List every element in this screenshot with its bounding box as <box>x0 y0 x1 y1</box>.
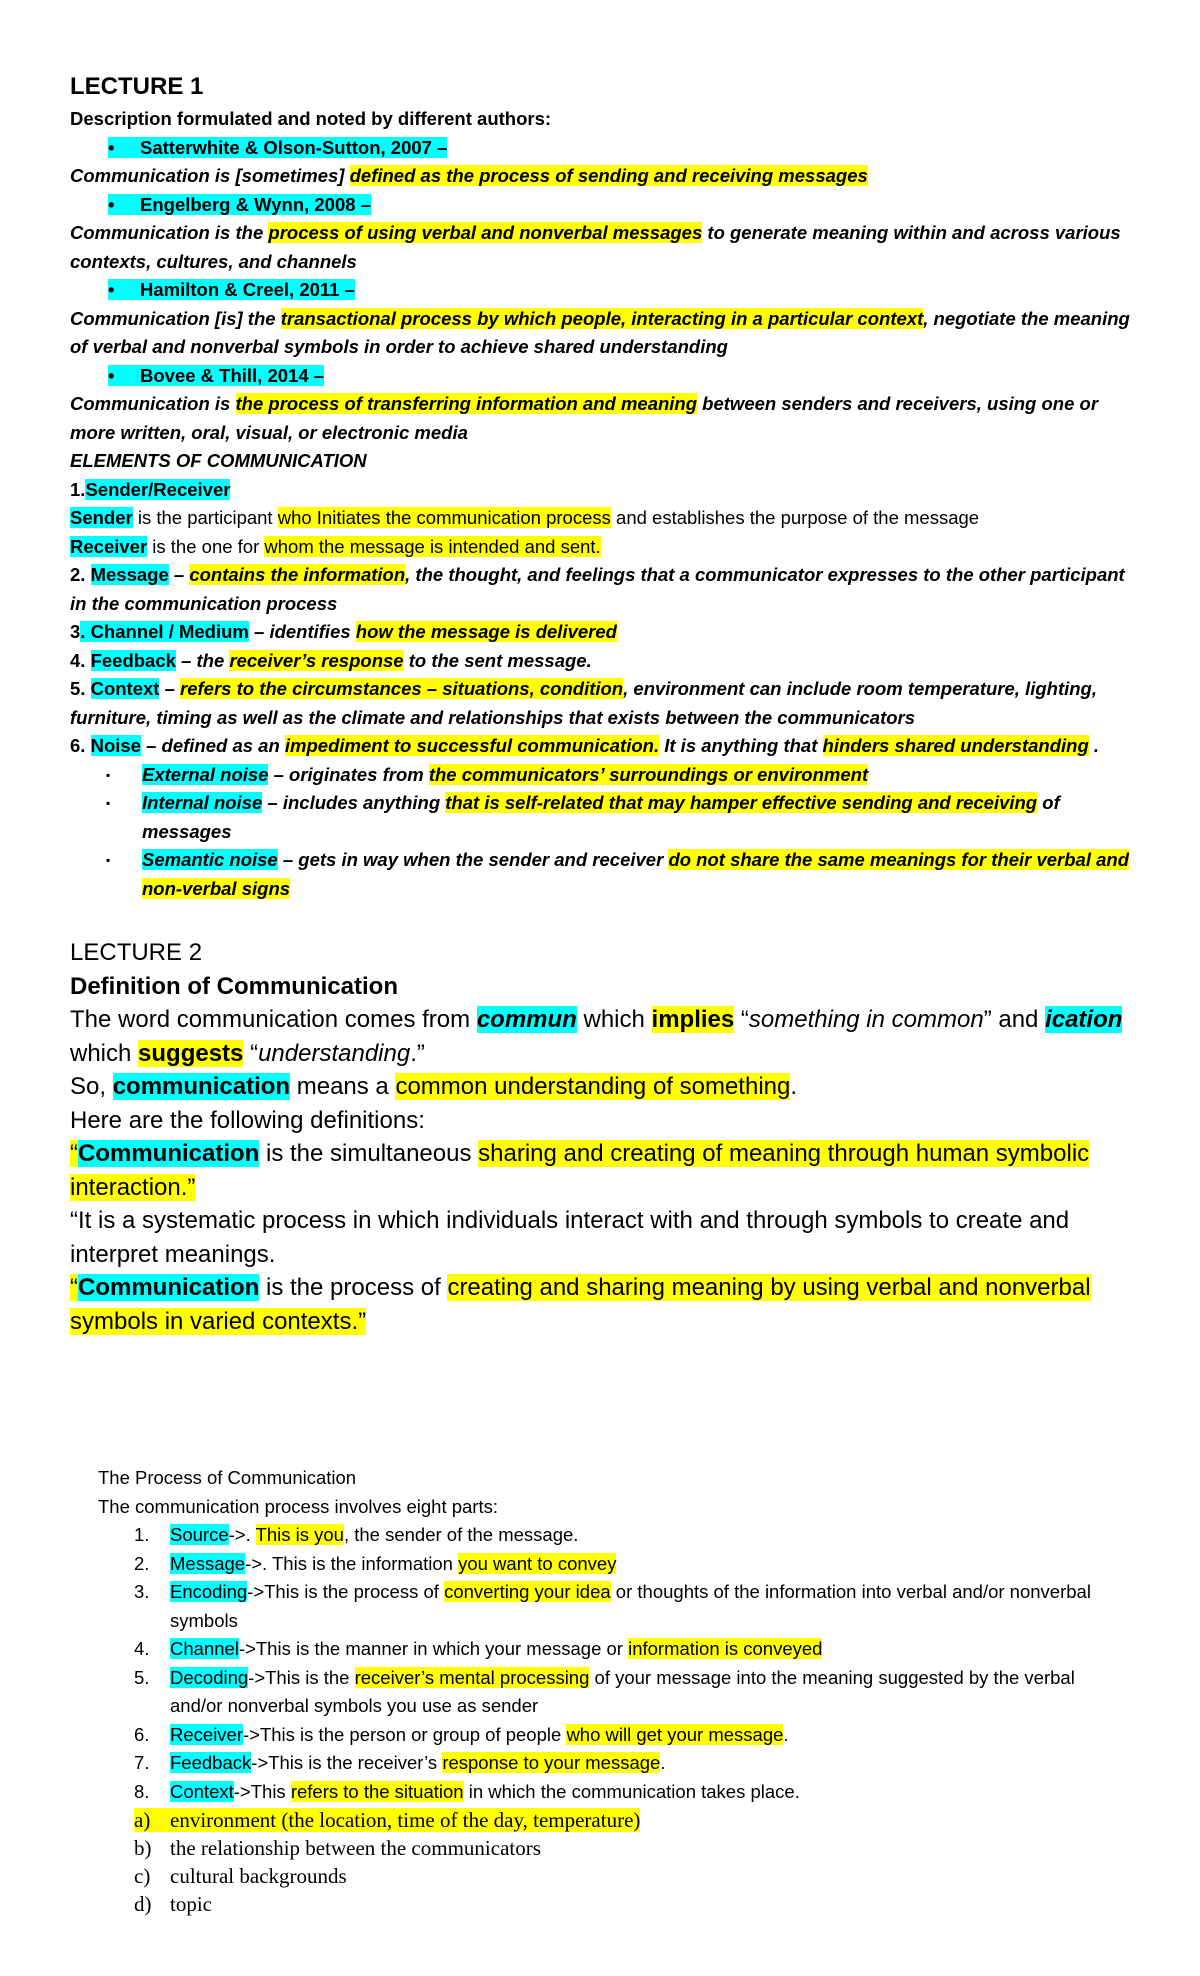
list-item: a) environment (the location, time of the day, temperature) <box>134 1808 641 1832</box>
context-sub-list <box>98 1806 1128 1918</box>
process-intro: The communication process involves eight parts: <box>98 1495 498 1517</box>
author-definition: Communication is [sometimes] defined as the process of sending and receiving messages <box>70 165 868 186</box>
square-bullet-icon: ▪ <box>106 853 111 867</box>
document-page <box>70 70 1140 1916</box>
author-bullet: • Engelberg & Wynn, 2008 – <box>70 191 1140 220</box>
definition-1: “Communication is the simultaneous sharing and creating of meaning through human symbolic interaction.” <box>70 1140 1090 1201</box>
author-definition: Communication [is] the transactional process by which people, interacting in a particular context, negotiate the meaning of verbal and nonverbal symbols in order to achieve shared understanding <box>70 307 1130 357</box>
lecture-2-title: LECTURE 2 <box>70 939 203 966</box>
definition-3: “Communication is the process of creating and sharing meaning by using verbal and nonverbal symbols in varied contexts.” <box>70 1274 1091 1335</box>
process-title: The Process of Communication <box>98 1467 357 1488</box>
process-section <box>98 1464 1128 1918</box>
definition-2: “It is a systematic process in which individuals interact with and through symbols to create and interpret meanings. <box>70 1207 1070 1268</box>
author-definition: Communication is the process of transferring information and meaning between senders and receivers, using one or more written, oral, visual, or electronic media <box>70 393 1099 443</box>
bullet-icon: • <box>108 279 115 300</box>
author-definition: Communication is the process of using verbal and nonverbal messages to generate meaning within and across various contexts, cultures, and channels <box>70 222 1121 272</box>
bullet-icon: • <box>108 364 115 386</box>
list-item: 5. Decoding->This is the receiver’s mental processing of your message into the meaning suggested by the verbal and/or nonverbal symbols you use as sender <box>134 1666 1075 1716</box>
process-parts-list <box>98 1521 1128 1806</box>
receiver-definition: Receiver is the one for whom the message is intended and sent. <box>70 535 601 557</box>
list-item: 2. Message->. This is the information you want to convey <box>134 1552 617 1574</box>
element-sender-receiver: 1.Sender/Receiver <box>70 478 231 500</box>
list-item: b) the relationship between the communicators <box>134 1836 541 1860</box>
list-item: d) topic <box>134 1892 212 1916</box>
lecture-1-intro: Description formulated and noted by different authors: <box>70 108 552 129</box>
definitions-intro: Here are the following definitions: <box>70 1106 425 1134</box>
author-bullet: • Hamilton & Creel, 2011 – <box>70 276 1140 305</box>
list-item: 3. Encoding->This is the process of converting your idea or thoughts of the information into verbal and/or nonverbal symbols <box>134 1581 1091 1631</box>
lecture-1-section <box>70 70 1140 903</box>
noise-type-item: ▪ Semantic noise – gets in way when the sender and receiver do not share the same meanings for their verbal and non-verbal signs <box>70 846 1140 903</box>
etymology-paragraph: The word communication comes from commun which implies “something in common” and ication which suggests “understanding.” <box>70 1006 1123 1067</box>
elements-heading: ELEMENTS OF COMMUNICATION <box>70 450 367 471</box>
element-message: 2. Message – contains the information, the thought, and feelings that a communicator expresses to the other participant in the communication process <box>70 564 1125 614</box>
author-bullet: • Bovee & Thill, 2014 – <box>70 362 1140 391</box>
meaning-paragraph: So, communication means a common understanding of something. <box>70 1073 798 1100</box>
bullet-icon: • <box>108 136 115 158</box>
element-feedback: 4. Feedback – the receiver’s response to the sent message. <box>70 649 592 671</box>
square-bullet-icon: ▪ <box>106 767 111 782</box>
noise-type-item: ▪ Internal noise – includes anything that is self-related that may hamper effective sending and receiving of messages <box>70 789 1140 846</box>
list-item: 4. Channel->This is the manner in which your message or information is conveyed <box>134 1638 823 1659</box>
noise-type-item: ▪ External noise – originates from the communicators’ surroundings or environment <box>70 761 1140 790</box>
square-bullet-icon: ▪ <box>106 796 111 810</box>
list-item: 1. Source->. This is you, the sender of the message. <box>134 1524 579 1545</box>
element-channel: 3. Channel / Medium – identifies how the message is delivered <box>70 621 617 642</box>
sender-definition: Sender is the participant who Initiates the communication process and establishes the purpose of the message <box>70 507 980 528</box>
element-noise: 6. Noise – defined as an impediment to successful communication. It is anything that hinders shared understanding . <box>70 735 1100 756</box>
list-item: c) cultural backgrounds <box>134 1864 347 1888</box>
list-item: 6. Receiver->This is the person or group of people who will get your message. <box>134 1723 789 1745</box>
lecture-1-title: LECTURE 1 <box>70 73 204 100</box>
author-bullet: • Satterwhite & Olson-Sutton, 2007 – <box>70 134 1140 163</box>
list-item: 8. Context->This refers to the situation in which the communication takes place. <box>134 1780 800 1802</box>
lecture-2-section <box>70 936 1140 1338</box>
list-item: 7. Feedback->This is the receiver’s response to your message. <box>134 1752 666 1773</box>
bullet-icon: • <box>108 193 115 215</box>
lecture-2-subtitle: Definition of Communication <box>70 972 398 1000</box>
element-context: 5. Context – refers to the circumstances – situations, condition, environment can include room temperature, lighting, furniture, timing as well as the climate and relationships that exists between the communicators <box>70 678 1097 728</box>
